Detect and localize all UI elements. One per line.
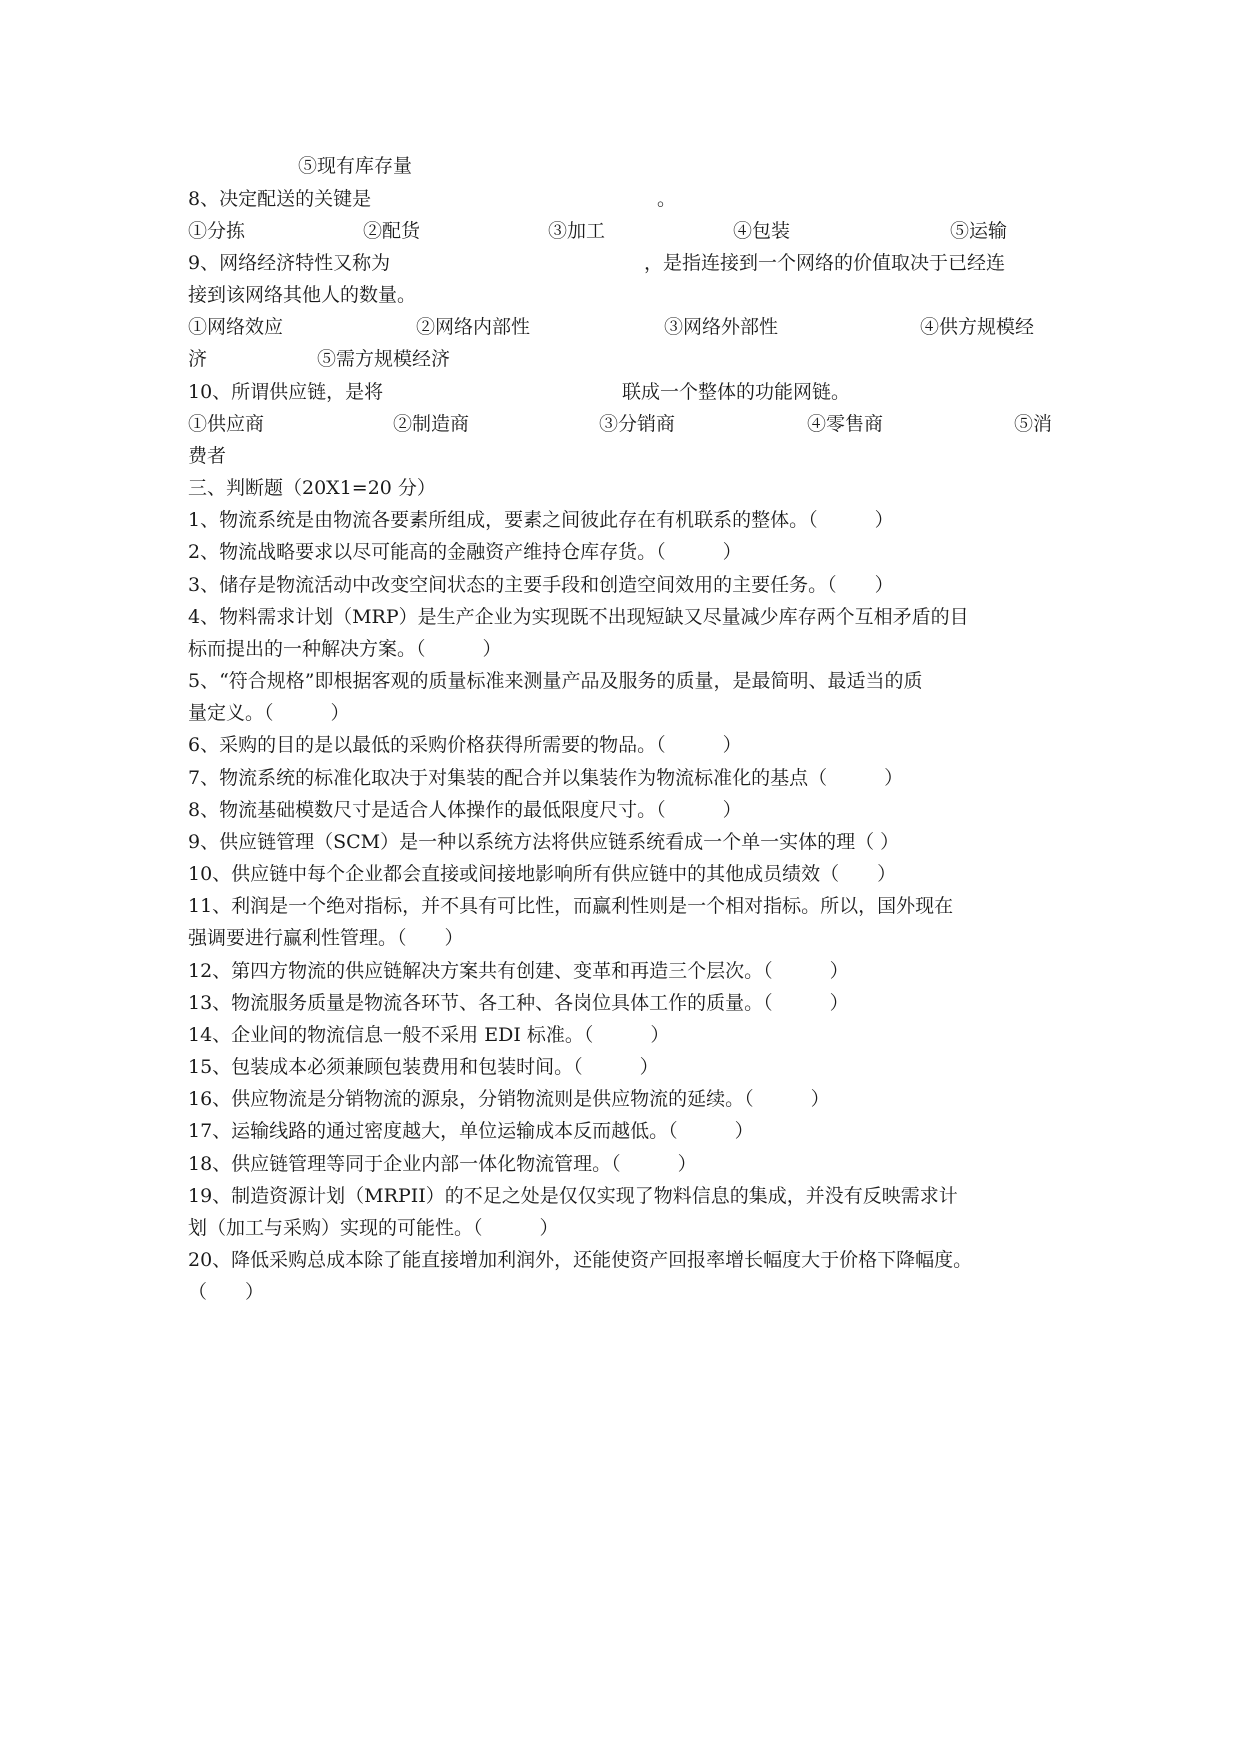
section-3-title: 三、判断题（20X1=20 分）: [188, 477, 436, 499]
tf-line: 4、物料需求计划（MRP）是生产企业为实现既不出现短缺又尽量减少库存两个互相矛盾的目: [188, 606, 969, 628]
q7-option-5: ⑤现有库存量: [298, 155, 413, 177]
q9-option-1: ①网络效应: [188, 316, 284, 338]
tf-line: 12、第四方物流的供应链解决方案共有创建、变革和再造三个层次。（ ）: [188, 960, 849, 982]
q10-option-5-wrap: 费者: [188, 445, 227, 467]
q10-option-1: ①供应商: [188, 413, 265, 435]
tf-line: 标而提出的一种解决方案。（ ）: [188, 638, 502, 660]
tf-line: 9、供应链管理（SCM）是一种以系统方法将供应链系统看成一个单一实体的理（ ）: [188, 831, 900, 853]
q10-stem-a: 10、所谓供应链，是将: [188, 381, 384, 403]
q10-option-4: ④零售商: [807, 413, 884, 435]
tf-line: 20、降低采购总成本除了能直接增加利润外，还能使资产回报率增长幅度大于价格下降幅度。: [188, 1249, 973, 1271]
tf-line: 8、物流基础模数尺寸是适合人体操作的最低限度尺寸。（ ）: [188, 799, 742, 821]
tf-line: 2、物流战略要求以尽可能高的金融资产维持仓库存货。（ ）: [188, 541, 742, 563]
q9-option-5: ⑤需方规模经济: [317, 348, 451, 370]
tf-line: 16、供应物流是分销物流的源泉，分销物流则是供应物流的延续。（ ）: [188, 1088, 830, 1110]
tf-line: 3、储存是物流活动中改变空间状态的主要手段和创造空间效用的主要任务。（ ）: [188, 574, 894, 596]
q8-option-5: ⑤运输: [950, 220, 1008, 242]
q10-option-2: ②制造商: [393, 413, 470, 435]
q8-stem: 8、决定配送的关键是: [188, 188, 372, 210]
tf-line: 18、供应链管理等同于企业内部一体化物流管理。（ ）: [188, 1153, 697, 1175]
tf-line: 6、采购的目的是以最低的采购价格获得所需要的物品。（ ）: [188, 734, 742, 756]
q8-option-2: ②配货: [363, 220, 421, 242]
tf-line: 5、“符合规格”即根据客观的质量标准来测量产品及服务的质量，是最简明、最适当的质: [188, 670, 923, 692]
q9-option-4-wrap: 济: [188, 348, 208, 370]
tf-line: 11、利润是一个绝对指标，并不具有可比性，而赢利性则是一个相对指标。所以，国外现在: [188, 895, 954, 917]
q9-option-4: ④供方规模经: [920, 316, 1035, 338]
document-page: [188, 0, 1056, 1754]
tf-line: 划（加工与采购）实现的可能性。（ ）: [188, 1217, 559, 1239]
tf-line: 17、运输线路的通过密度越大，单位运输成本反而越低。（ ）: [188, 1120, 754, 1142]
q9-stem-b: ，是指连接到一个网络的价值取决于已经连: [644, 252, 1006, 274]
tf-line: 19、制造资源计划（MRPII）的不足之处是仅仅实现了物料信息的集成，并没有反映需求计: [188, 1185, 958, 1207]
tf-line: 量定义。（ ）: [188, 702, 350, 724]
tf-line: 10、供应链中每个企业都会直接或间接地影响所有供应链中的其他成员绩效（ ）: [188, 863, 897, 885]
q9-stem-c: 接到该网络其他人的数量。: [188, 284, 417, 306]
tf-line: 强调要进行赢利性管理。（ ）: [188, 927, 464, 949]
q8-option-3: ③加工: [548, 220, 606, 242]
q9-option-3: ③网络外部性: [664, 316, 779, 338]
tf-line: （ ）: [188, 1281, 265, 1303]
tf-line: 1、物流系统是由物流各要素所组成，要素之间彼此存在有机联系的整体。（ ）: [188, 509, 894, 531]
q10-option-3: ③分销商: [599, 413, 676, 435]
q8-option-1: ①分拣: [188, 220, 246, 242]
q8-period: 。: [657, 188, 677, 210]
q8-option-4: ④包装: [733, 220, 791, 242]
q9-stem-a: 9、网络经济特性又称为: [188, 252, 391, 274]
tf-line: 14、企业间的物流信息一般不采用 EDI 标准。（ ）: [188, 1024, 670, 1046]
tf-line: 13、物流服务质量是物流各环节、各工种、各岗位具体工作的质量。（ ）: [188, 992, 849, 1014]
tf-line: 15、包装成本必须兼顾包装费用和包装时间。（ ）: [188, 1056, 659, 1078]
q10-option-5: ⑤消: [1014, 413, 1053, 435]
q10-stem-b: 联成一个整体的功能网链。: [622, 381, 851, 403]
tf-line: 7、物流系统的标准化取决于对集装的配合并以集装作为物流标准化的基点（ ）: [188, 767, 904, 789]
q9-option-2: ②网络内部性: [416, 316, 531, 338]
